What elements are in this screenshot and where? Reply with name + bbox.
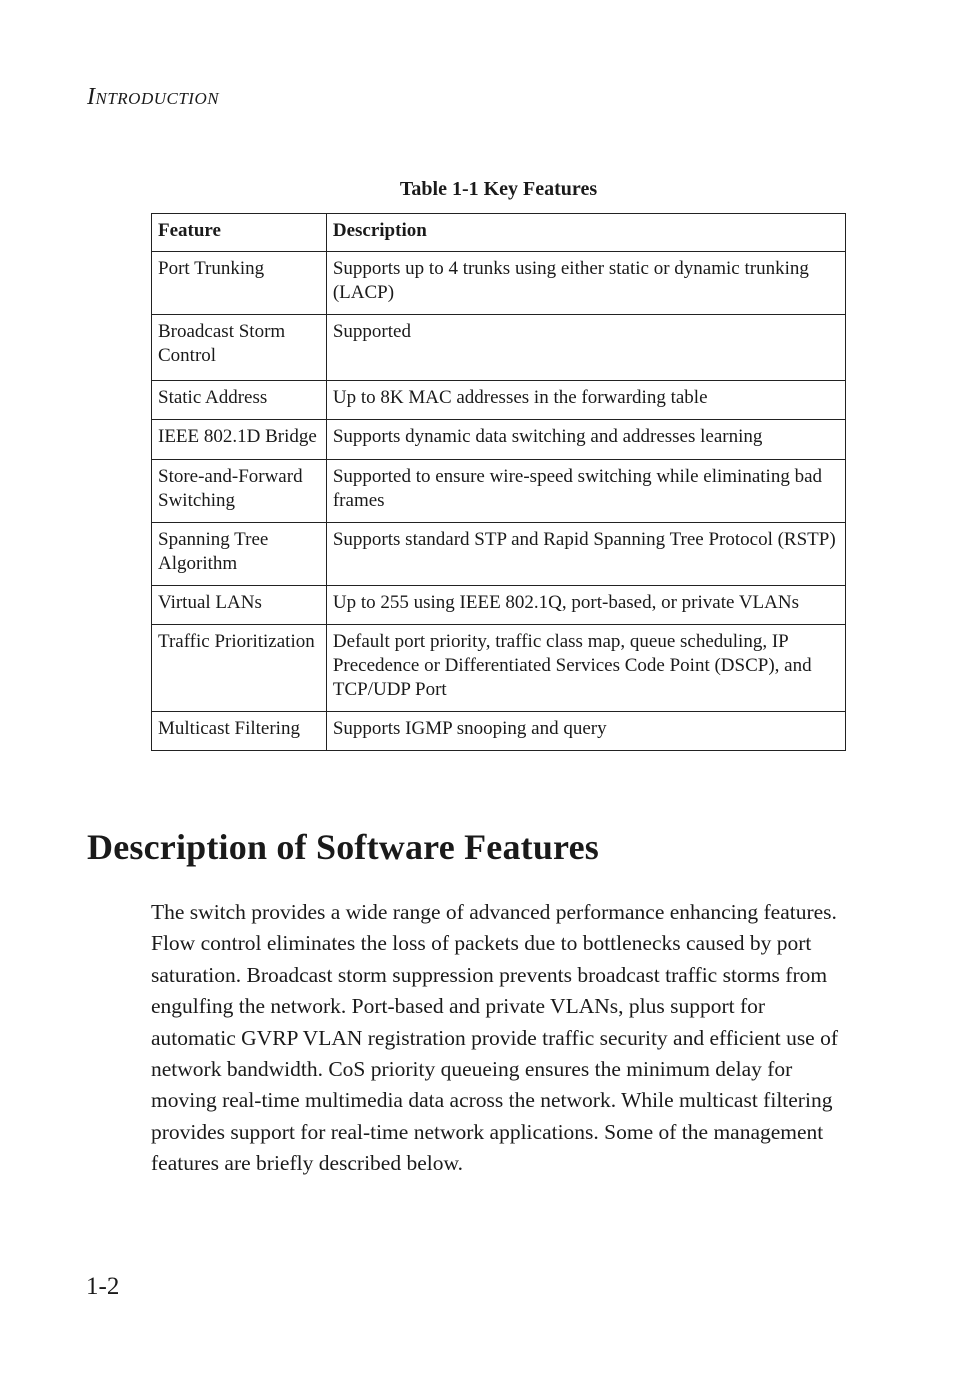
feature-cell: Spanning Tree Algorithm	[152, 523, 327, 586]
table-header-row	[152, 214, 846, 252]
table-row	[152, 712, 846, 751]
feature-cell: Static Address	[152, 381, 327, 420]
body-paragraph: The switch provides a wide range of advanced performance enhancing features. Flow control eliminates the loss of packets due to bottlenecks caused by port saturation. Broadcast storm suppression prevents broadcast traffic storms from engulfing the network. Port-based and private VLANs, plus support for automatic GVRP VLAN registration provide traffic security and efficient use of network bandwidth. CoS priority queueing ensures the minimum delay for moving real-time multimedia data across the network. While multicast filtering provides support for real-time network applications. Some of the management features are briefly described below.	[151, 900, 839, 1176]
description-cell: Up to 255 using IEEE 802.1Q, port-based, or private VLANs	[326, 586, 845, 625]
column-header-description: Description	[326, 214, 845, 252]
page-number: 1-2	[86, 1273, 120, 1300]
key-features-table	[151, 213, 846, 751]
feature-cell: Port Trunking	[152, 252, 327, 315]
table-row	[152, 315, 846, 381]
feature-cell: Broadcast Storm Control	[152, 315, 327, 381]
feature-cell: Traffic Prioritization	[152, 625, 327, 712]
table-row	[152, 252, 846, 315]
description-cell: Default port priority, traffic class map, queue scheduling, IP Precedence or Differentiated Services Code Point (DSCP), and TCP/UDP Port	[326, 625, 845, 712]
description-cell: Supports dynamic data switching and addresses learning	[326, 420, 845, 460]
running-head-rest: NTRODUCTION	[95, 89, 220, 108]
column-header-feature: Feature	[152, 214, 327, 252]
description-cell: Supported	[326, 315, 845, 381]
feature-cell: IEEE 802.1D Bridge	[152, 420, 327, 460]
table-row	[152, 523, 846, 586]
description-cell: Supported to ensure wire-speed switching while eliminating bad frames	[326, 460, 845, 523]
section-heading: Description of Software Features	[87, 827, 599, 867]
running-head-initial: I	[87, 84, 96, 110]
table-row	[152, 381, 846, 420]
description-cell: Supports standard STP and Rapid Spanning Tree Protocol (RSTP)	[326, 523, 845, 586]
description-cell: Supports IGMP snooping and query	[326, 712, 845, 751]
table-row	[152, 625, 846, 712]
feature-cell: Store-and-Forward Switching	[152, 460, 327, 523]
feature-cell: Virtual LANs	[152, 586, 327, 625]
description-cell: Up to 8K MAC addresses in the forwarding table	[326, 381, 845, 420]
table-row	[152, 586, 846, 625]
description-cell: Supports up to 4 trunks using either static or dynamic trunking (LACP)	[326, 252, 845, 315]
table-row	[152, 420, 846, 460]
running-head	[87, 84, 219, 111]
table-row	[152, 460, 846, 523]
feature-cell: Multicast Filtering	[152, 712, 327, 751]
table-caption: Table 1-1 Key Features	[399, 178, 598, 200]
